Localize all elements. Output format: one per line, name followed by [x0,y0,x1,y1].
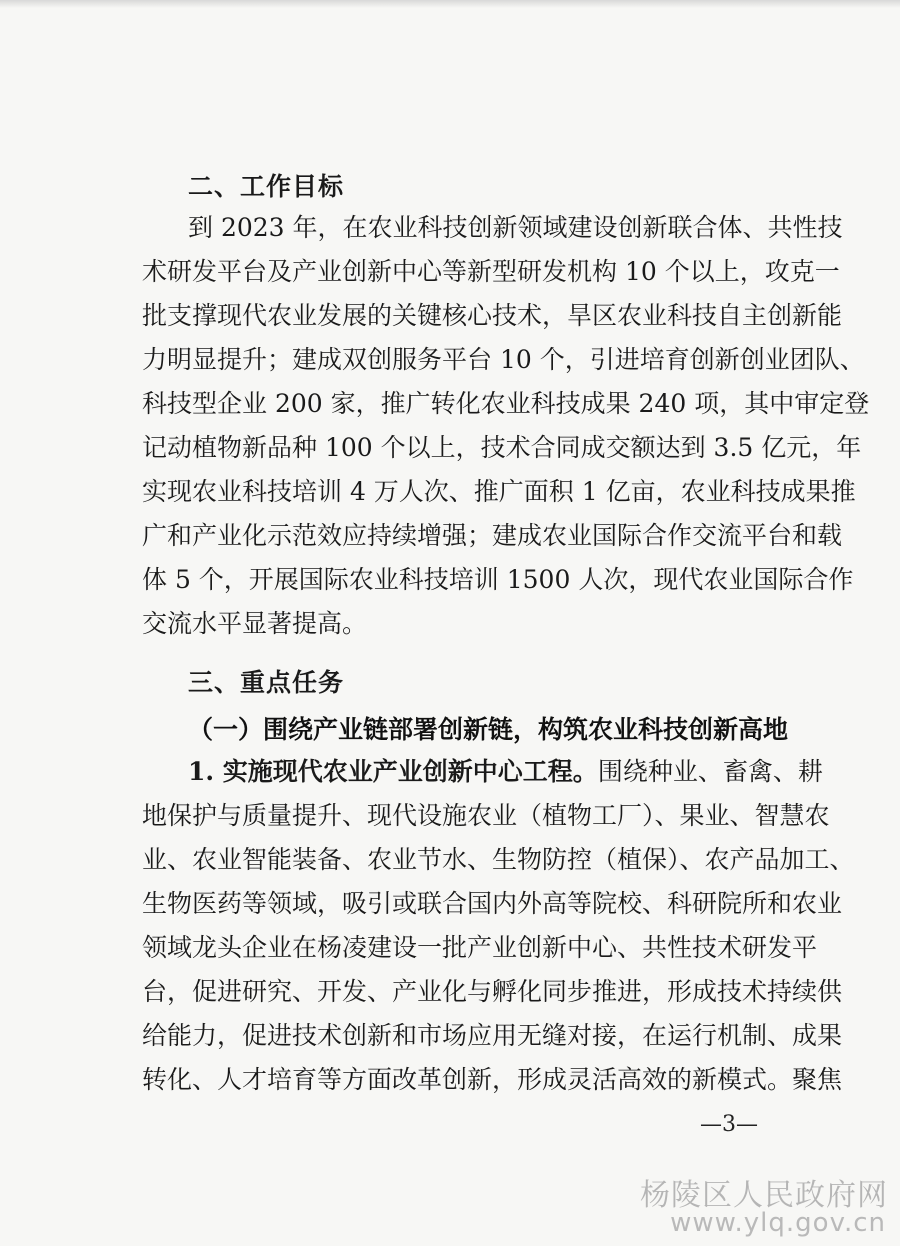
paragraph-line: 地保护与质量提升、现代设施农业（植物工厂）、果业、智慧农 [142,801,830,830]
page-number: —3— [700,1112,758,1137]
paragraph-line: 领域龙头企业在杨凌建设一批产业创新中心、共性技术研发平 [142,933,818,962]
paragraph-line: 给能力，促进技术创新和市场应用无缝对接，在运行机制、成果 [142,1021,843,1050]
paragraph-line: 术研发平台及产业创新中心等新型研发机构 10 个以上，攻克一 [142,257,840,286]
paragraph-line: 批支撑现代农业发展的关键核心技术，旱区农业科技自主创新能 [142,301,843,330]
paragraph-line: 台，促进研究、开发、产业化与孵化同步推进，形成技术持续供 [142,977,843,1006]
section-heading-goals: 二、工作目标 [188,172,345,201]
paragraph-line: 力明显提升；建成双创服务平台 10 个，引进培育创新创业团队、 [142,345,865,374]
paragraph-line: 业、农业智能装备、农业节水、生物防控（植保）、农产品加工、 [142,845,855,874]
paragraph-line: 交流水平显著提高。 [142,609,368,638]
paragraph-line: 转化、人才培育等方面改革创新，形成灵活高效的新模式。聚焦 [142,1065,843,1094]
item-lead: 1. 实施现代农业产业创新中心工程。 [188,757,598,786]
paragraph-line: 实现农业科技培训 4 万人次、推广面积 1 亿亩，农业科技成果推 [142,477,856,506]
paragraph-line: 广和产业化示范效应持续增强；建成农业国际合作交流平台和载 [142,521,843,550]
watermark-site-name: 杨陵区人民政府网 [640,1178,888,1213]
paragraph-line: 到 2023 年，在农业科技创新领域建设创新联合体、共性技 [188,213,843,242]
item-first-line [188,754,823,790]
section-heading-tasks: 三、重点任务 [188,668,345,697]
paragraph-line: 生物医药等领域，吸引或联合国内外高等院校、科研院所和农业 [142,889,843,918]
watermark-url: www.ylq.gov.cn [670,1208,886,1238]
paragraph-line: 体 5 个，开展国际农业科技培训 1500 人次，现代农业国际合作 [142,565,854,594]
item-lead-rest: 围绕种业、畜禽、耕 [597,757,823,786]
scan-edge [0,0,900,8]
paragraph-line: 记动植物新品种 100 个以上，技术合同成交额达到 3.5 亿元，年 [142,433,862,462]
paragraph-line: 科技型企业 200 家，推广转化农业科技成果 240 项，其中审定登 [142,389,870,418]
subsection-heading: （一）围绕产业链部署创新链，构筑农业科技创新高地 [188,715,789,744]
